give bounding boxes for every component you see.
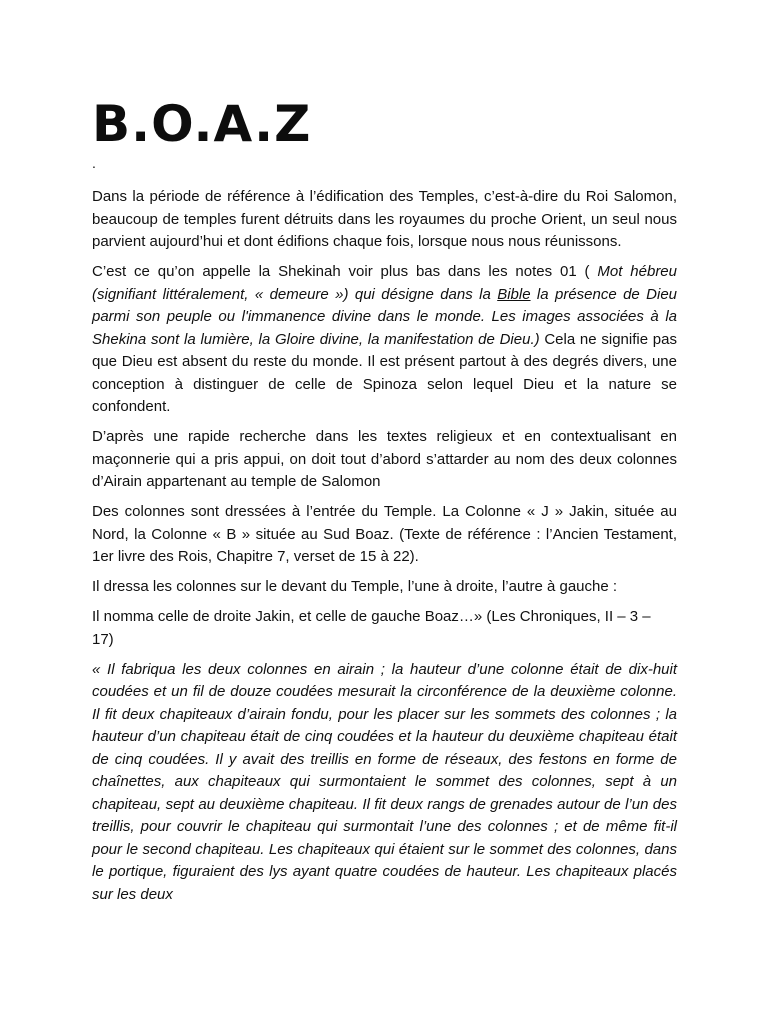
paragraph-2-conclusion: Cela ne signifie pas que Dieu est absent du reste du monde. Il est présent partout à des degrés divers, une conception à distinguer de celle de Spinoza selon lequel Dieu et la nature se confondent. [92,330,677,415]
paragraph-7-quote: « Il fabriqua les deux colonnes en airain ; la hauteur d’une colonne était de dix-huit coudées et un fil de douze coudées mesurait la circonférence de la deuxième colonne. Il fit deux chapiteaux d’airain fondu, pour les placer sur les sommets des colonnes ; la hauteur d’un chapiteau était de cinq coudées et la hauteur du deuxième chapiteau était de cinq coudées. Il y avait des treillis en forme de réseaux, des festons en forme de chaînettes, aux chapiteaux qui surmontaient le sommet des colonnes, sept à un chapiteau, sept au deuxième chapiteau. Il fit deux rangs de grenades autour de l’un des treillis, pour couvrir le chapiteau qui surmontait l’une des colonnes ; et de même fit-il pour le second chapiteau. Les chapiteaux qui étaient sur le sommet des colonnes, dans le portique, figuraient des lys ayant quatre coudées de hauteur. Les chapiteaux placés sur les deux [92,660,677,903]
paragraph-6: Il nomma celle de droite Jakin, et celle de gauche Boaz…» (Les Chroniques, II – 3 – [92,608,651,625]
paragraph-2-note-start: Mot hébreu (signifiant littéralement, « demeure ») qui désigne dans la [92,263,677,303]
paragraph-4: Des colonnes sont dressées à l’entrée du Temple. La Colonne « J » Jakin, située au Nord, la Colonne « B » située au Sud Boaz. (Texte de référence : l’Ancien Testament, 1er livre des Rois, Chapitre 7, verset de 15 à 22). [92,503,677,565]
paragraph-3: D’après une rapide recherche dans les textes religieux et en contextualisant en maçonnerie qui a pris appui, on doit tout d’abord s’attarder au nom des deux colonnes d’Airain appartenant au temple de Salomon [92,428,677,490]
paragraph-1: Dans la période de référence à l’édification des Temples, c’est-à-dire du Roi Salomon, beaucoup de temples furent détruits dans les royaumes du proche Orient, un seul nous parvient aujourd’hui et dont édifions chaque fois, lorsque nous nous réunissons. [92,188,677,250]
paragraph-2 [92,261,677,419]
bible-link[interactable]: Bible [497,285,531,303]
paragraph-marker: . [92,155,96,171]
paragraph-5: Il dressa les colonnes sur le devant du Temple, l’une à droite, l’autre à gauche : [92,578,618,595]
paragraph-6-reference: 17) [92,630,114,648]
paragraph-2-intro: C’est ce qu’on appelle la Shekinah voir plus bas dans les notes 01 ( [92,263,590,280]
paragraph-2-note-end: la présence de Dieu parmi son peuple ou l'immanence divine dans le monde. Les images associées à la Shekina sont la lumière, la Gloire divine, la manifestation de Dieu.) [92,285,678,348]
document-body [92,186,677,914]
page-title: B.O.A.Z [92,95,312,153]
